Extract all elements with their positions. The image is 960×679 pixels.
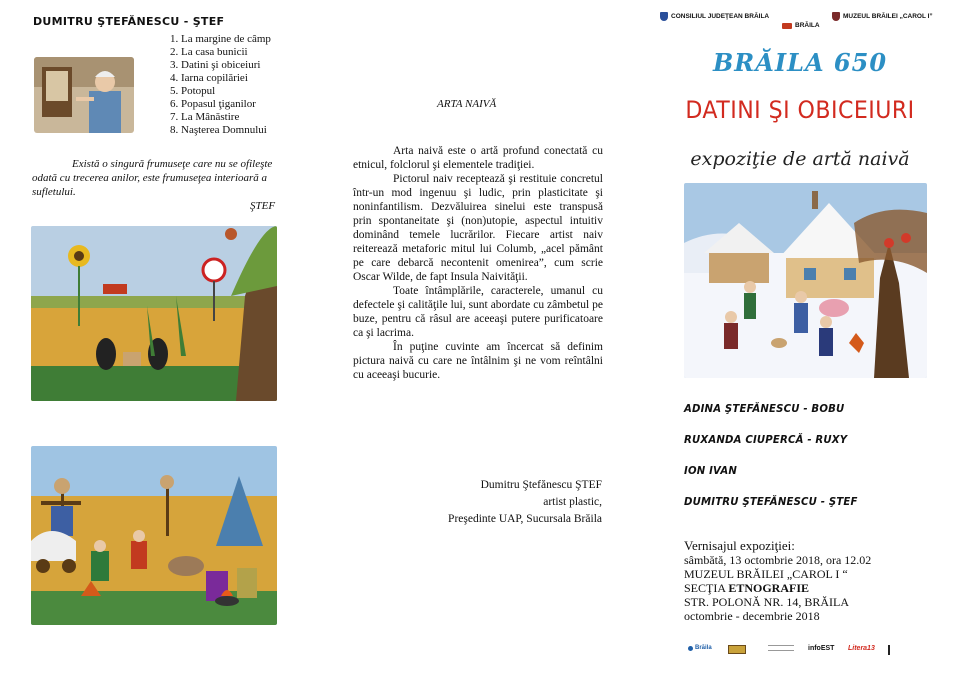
logo-infoest: [808, 645, 834, 652]
emblem-icon: [728, 645, 746, 654]
quote-signature: ŞTEF: [250, 200, 276, 212]
quote-text: Există o singură frumuseţe care nu se ofileşte odată cu trecerea anilor, este frumuseţea interioară a sufletului.: [32, 158, 273, 198]
list-item: 2. La casa bunicii: [170, 46, 248, 58]
logo-text: Brăila: [695, 645, 712, 651]
essay-paragraph: Pictorul naiv recepteazǎ şi restituie concretul într-un mod ingenuu şi ludic, prin plasticitate şi noninfantilism. Dezvăluirea sinelui este transpusǎ prin spontaneitate şi (non)utopie, aspectul intuitiv dominând temele lucrărilor. Fiecare artist naiv reiterează metaforic mitul lui Columb, „acel pământ pe care debarcă necontenit omenirea”, cum scrie Oscar Wilde, de fapt Insula Naivităţii.: [353, 173, 603, 283]
signature-role: artist plastic,: [543, 496, 602, 508]
emblem-lines-icon: [768, 645, 794, 651]
essay-paragraph: Toate întâmplările, caracterele, umanul cu defectele şi calităţile lui, sunt abordate cu zâmbetul pe buze, pentru că râsul are aceeaşi putere purificatoare ca şi lacrima.: [353, 285, 603, 339]
exhibition-subtitle: expoziţie de artă naivă: [690, 148, 910, 170]
painting-field-scarecrow: [31, 226, 277, 401]
vernissage-info: [684, 539, 871, 623]
city-flag-icon: [782, 23, 792, 29]
painting-gypsy-camp: [31, 446, 277, 625]
signature-name: Dumitru Ştefănescu ŞTEF: [480, 479, 602, 491]
artist-name: DUMITRU ŞTEFĂNESCU - ŞTEF: [684, 495, 858, 508]
list-item: 1. La margine de câmp: [170, 33, 271, 45]
artist-name: RUXANDA CIUPERCĂ - RUXY: [684, 433, 848, 446]
sponsor-label: MUZEUL BRĂILEI „CAROL I”: [843, 13, 933, 20]
artist-name: ION IVAN: [684, 464, 738, 477]
logo-braila: [688, 645, 712, 651]
essay-paragraph: Arta naivă este o artă profund conectată cu etnicul, folclorul şi elementele tradiţiei.: [353, 145, 603, 171]
essay-signature: [448, 477, 602, 528]
logo-text: Litera13: [848, 645, 875, 652]
vernissage-address: STR. POLONĂ NR. 14, BRĂILA: [684, 595, 850, 609]
author-name: DUMITRU ŞTEFĂNESCU - ŞTEF: [33, 15, 225, 28]
sponsor-braila-city: [782, 22, 820, 29]
list-item: 8. Naşterea Domnului: [170, 124, 267, 136]
city-title: BRĂILA 650: [712, 48, 888, 77]
section-prefix: SECŢIA: [684, 581, 729, 595]
mark-bar-icon: [888, 645, 890, 655]
sponsor-label: BRĂILA: [795, 22, 820, 29]
left-panel: [0, 0, 320, 679]
vernissage-venue: MUZEUL BRĂILEI „CAROL I “: [684, 567, 848, 581]
essay-text: [353, 144, 603, 382]
list-item: 7. La Mânăstire: [170, 111, 240, 123]
section-title: ARTA NAIVĂ: [437, 98, 497, 110]
right-panel: [640, 0, 960, 679]
list-item: 5. Potopul: [170, 85, 216, 97]
middle-panel: [320, 0, 640, 679]
vernissage-date: sâmbătă, 13 octombrie 2018, ora 12.02: [684, 553, 872, 567]
partner-logos-bottom: [688, 645, 948, 659]
list-item: 6. Popasul ţiganilor: [170, 98, 256, 110]
logo-text: infoEST: [808, 645, 835, 652]
logo-mark: [888, 645, 890, 655]
exhibition-period: octombrie - decembrie 2018: [684, 609, 820, 623]
list-item: 4. Iarna copilăriei: [170, 72, 248, 84]
signature-title: Preşedinte UAP, Sucursala Brăila: [448, 513, 602, 525]
logo-litera13: [848, 645, 875, 652]
county-shield-icon: [660, 12, 668, 21]
vernissage-section: [684, 581, 871, 595]
artist-portrait-photo: [34, 57, 134, 133]
essay-paragraph: În puţine cuvinte am încercat să definim pictura naivă cu care ne întâlnim şi ne vom reîntâlni cu aceeaşi bucurie.: [353, 341, 603, 381]
sponsor-label: CONSILIUL JUDEŢEAN BRĂILA: [671, 13, 770, 20]
artists-list: [684, 402, 873, 526]
artist-name: ADINA ŞTEFĂNESCU - BOBU: [684, 402, 845, 415]
logo-dot-icon: [688, 646, 693, 651]
sponsor-county-council: [660, 12, 769, 21]
painting-winter-village: [684, 183, 927, 378]
museum-crest-icon: [832, 12, 840, 21]
vernissage-label: Vernisajul expoziţiei:: [684, 538, 795, 553]
list-item: 3. Datini şi obiceiuri: [170, 59, 261, 71]
logo-emblem-2: [768, 645, 794, 651]
works-list: [170, 33, 271, 137]
exhibition-title: DATINI ŞI OBICEIURI: [685, 96, 915, 124]
section-name: ETNOGRAFIE: [728, 581, 810, 595]
logo-emblem-1: [728, 645, 746, 654]
sponsor-museum: [832, 12, 933, 21]
